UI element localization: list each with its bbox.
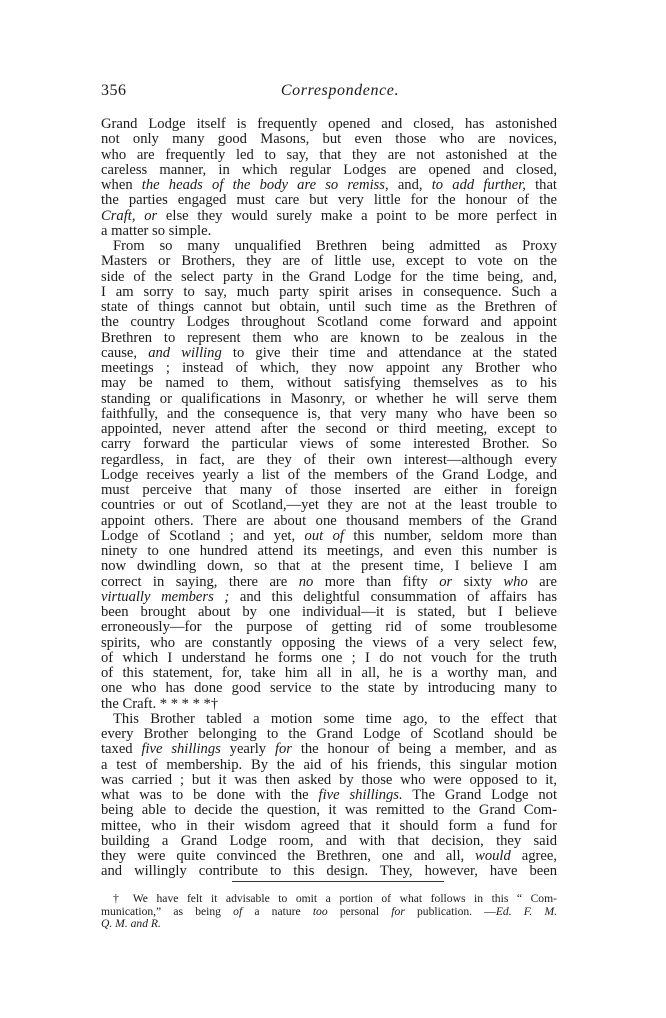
text-run: was carried ; but it was then asked by those who were opposed to it, [101,771,557,788]
text-run: Lodge of Scotland ; and yet, [101,527,305,544]
text-line [101,346,557,361]
text-run: that [525,177,557,193]
text-run: carry forward the particular views of some interested Brother. So [101,436,557,453]
text-line [101,178,557,193]
text-line [101,773,557,788]
text-line [101,270,557,285]
italic-text: Q. M. and R. [101,917,161,931]
text-run: meetings ; instead of which, they now appoint any Brother who [101,360,557,376]
text-run: a nature [242,904,313,918]
text-run: Grand Lodge itself is frequently opened and closed, has astonished [101,116,557,132]
text-run: cause, [101,344,149,361]
text-line [101,422,557,437]
text-line [101,666,557,681]
text-run: who are frequently led to say, that they are not astonished at the [101,146,557,163]
text-run: the parties engaged must care but very little for the honour of the [101,192,557,209]
text-line [101,300,557,315]
text-run: and willingly contribute to this design. They, however, have been [101,863,557,880]
text-run: being able to decide the question, it was remitted to the Grand Com- [101,802,557,819]
text-line [101,483,557,498]
text-line [101,559,557,574]
text-run: publication. — [404,904,496,918]
text-line [101,468,557,483]
text-run: when [101,177,142,193]
text-run: of which I understand he forms one ; I do not vouch for the truth [101,649,557,666]
text-line [101,315,557,330]
italic-text: five shillings. [318,787,403,803]
text-run: , and, [384,177,432,193]
footnote-line [101,918,557,931]
text-line [101,209,557,224]
text-line [101,819,557,834]
text-line [101,620,557,635]
text-run: this number, seldom more than [343,527,557,544]
text-run: the honour of being a member, and as [291,741,557,758]
text-line [101,697,557,712]
text-run: spirits, who are constantly opposing the views of a very select few, [101,634,557,651]
text-line [101,605,557,620]
text-run: The Grand Lodge not [402,787,557,803]
text-run: of this statement, for, take him all in all, he is a worthy man, and [101,665,557,681]
text-run: standing or qualifications in Masonry, or whether he will serve them [101,390,557,407]
text-run: personal [327,904,392,918]
text-run: agree, [510,848,557,864]
text-line [101,712,557,727]
text-run: I am sorry to say, much party spirit arises in consequence. Such a [101,283,557,300]
text-run: must perceive that many of those inserted are either in foreign [101,482,557,498]
text-run: and this delightful consummation of affairs has [229,588,557,605]
text-run: building a Grand Lodge room, and with that decision, they said [101,832,557,849]
text-line [101,254,557,269]
text-run: appointed, never attend after the second or third meeting, except to [101,421,557,437]
text-run: more than fifty [313,573,440,590]
italic-text: or [439,573,453,590]
text-line [101,239,557,254]
text-line [101,849,557,864]
text-run: else they would surely make a point to be more perfect in [157,207,558,224]
text-run: what was to be done with the [101,787,319,803]
italic-text: Ed. F. M. [495,904,558,918]
text-run: countries or out of Scotland,—yet they are not at the least trouble to [101,497,557,514]
text-line [101,148,557,163]
italic-text: to add further, [431,177,526,193]
text-run: are [527,573,557,590]
text-line [101,437,557,452]
text-line [101,864,557,879]
text-line [101,529,557,544]
text-line [101,742,557,757]
text-run: faithfully, and the consequence is, that very many who have been so [101,405,557,422]
text-run: This Brother tabled a motion some time ago, to the effect that [113,710,557,727]
page-number: 356 [101,82,127,99]
text-line [101,392,557,407]
text-line [101,453,557,468]
text-line [101,193,557,208]
italic-text: out of [304,527,344,544]
italic-text: would [475,848,511,864]
text-run: appoint others. There are about one thousand members of the Grand [101,512,557,529]
text-run: erroneously—for the purpose of getting rid of some troublesome [101,619,557,636]
text-line [101,514,557,529]
text-run: the country Lodges throughout Scotland come forward and appoint [101,314,557,331]
text-run: one who has done good service to the state by introducing many to [101,680,557,697]
text-run: munication,” as being [101,904,234,918]
text-run: taxed [101,741,142,758]
footnote-separator [232,881,444,882]
text-line [101,834,557,849]
text-line [101,285,557,300]
italic-text: the heads of the body are so remiss [141,177,385,193]
italic-text: for [274,741,292,758]
text-run: Lodge receives yearly a list of the members of the Grand Lodge, and [101,466,557,483]
italic-text: virtually members ; [101,588,230,605]
text-run: a test of membership. By the aid of his friends, this singular motion [101,756,557,773]
text-line [101,132,557,147]
text-line [101,361,557,376]
text-line [101,681,557,696]
text-line [101,788,557,803]
text-line [101,651,557,666]
footnote-line [101,906,557,919]
text-run: mittee, who in their wisdom agreed that it should form a fund for [101,817,557,834]
text-run: state of things cannot but obtain, until such time as the Brethren of [101,299,557,315]
text-run: yearly [220,741,275,758]
text-line [101,331,557,346]
text-run: correct in saying, there are [101,573,299,590]
text-run: they were quite convinced the Brethren, one and all, [101,848,476,864]
text-run: been brought about by one individual—it is stated, but I believe [101,604,557,620]
italic-text: no [298,573,314,590]
italic-text: who [503,573,528,590]
italic-text: too [312,904,328,918]
text-run: may be named to them, without satisfying themselves as to his [101,375,557,392]
text-run: a matter so simple. [101,222,212,239]
text-run: to give their time and attendance at the stated [221,344,557,361]
italic-text: Craft, or [101,207,158,224]
text-run: Masters or Brothers, they are of little use, except to vote on the [101,253,557,270]
text-line [101,376,557,391]
text-run: careless manner, in which regular Lodges are opened and closed, [101,161,557,178]
text-run: ninety to one hundred attend its meetings, and even this number is [101,543,557,559]
italic-text: for [391,904,405,918]
running-title: Correspondence. [280,82,400,99]
text-run: now dwindling down, so that at the present time, I believe I am [101,558,557,575]
text-run: Brethren to represent them who are known to be zealous in the [101,329,557,346]
text-run: regardless, in fact, are they of their own interest—although every [101,451,557,468]
text-run: not only many good Masons, but even those who are novices, [101,131,557,148]
text-run: side of the select party in the Grand Lodge for the time being, and, [101,268,557,285]
footnote [101,893,557,931]
text-run: † We have felt it advisable to omit a portion of what follows in this “ Com- [113,892,557,905]
text-line [101,803,557,818]
text-run: the Craft. * * * * *† [101,695,219,712]
text-line [101,224,557,239]
italic-text: and willing [148,344,222,361]
text-line [101,163,557,178]
italic-text: five shillings [141,741,221,758]
body-text [101,117,557,880]
text-line [101,727,557,742]
text-line [101,407,557,422]
italic-text: of [233,904,243,918]
text-run: every Brother belonging to the Grand Lodge of Scotland should be [101,726,557,742]
text-line [101,590,557,605]
text-line [101,575,557,590]
text-line [101,117,557,132]
text-line [101,636,557,651]
text-line [101,544,557,559]
text-run: From so many unqualified Brethren being admitted as Proxy [113,238,557,254]
text-run: sixty [452,573,504,590]
text-line [101,498,557,513]
text-line [101,758,557,773]
